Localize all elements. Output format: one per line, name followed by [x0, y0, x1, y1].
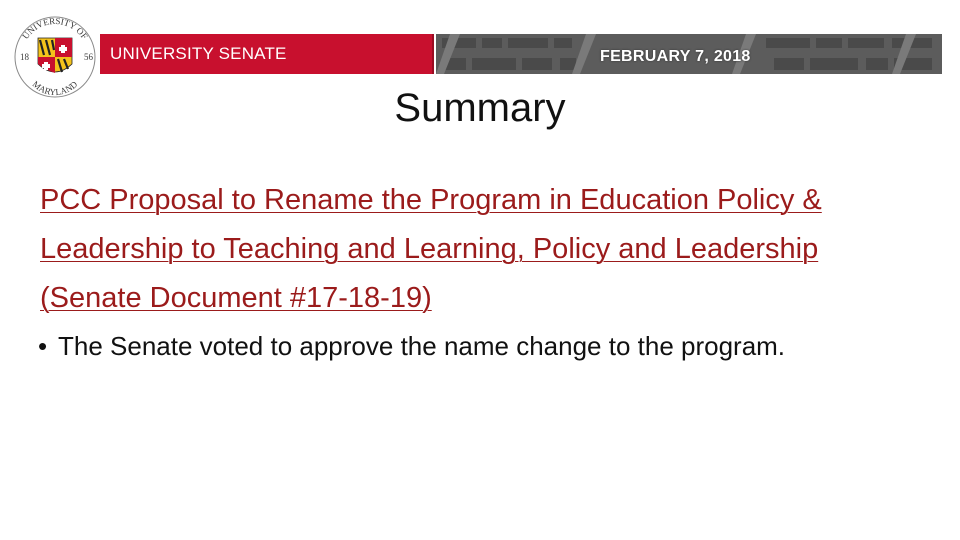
- header-organization-banner: [100, 34, 434, 74]
- proposal-link[interactable]: PCC Proposal to Rename the Program in Education Policy & Leadership to Teaching and Learning, Policy and Leadership (Senate Document #17-18-19): [40, 184, 822, 314]
- bullet-text: The Senate voted to approve the name change to the program.: [58, 331, 786, 361]
- header-date-banner: [436, 34, 942, 74]
- seal-text-top: UNIVERSITY OF: [20, 15, 90, 41]
- organization-label: UNIVERSITY SENATE: [110, 44, 287, 63]
- presentation-date: FEBRUARY 7, 2018: [600, 48, 751, 65]
- seal-year-left: 18: [20, 52, 29, 62]
- list-item: [38, 326, 898, 367]
- seal-text-bottom: MARYLAND: [30, 78, 80, 98]
- slide-title: Summary: [394, 86, 566, 130]
- seal-year-right: 56: [84, 52, 93, 62]
- maryland-flag-shield: [38, 38, 72, 73]
- bullet-list: [38, 326, 898, 367]
- bullet-icon: •: [38, 331, 48, 361]
